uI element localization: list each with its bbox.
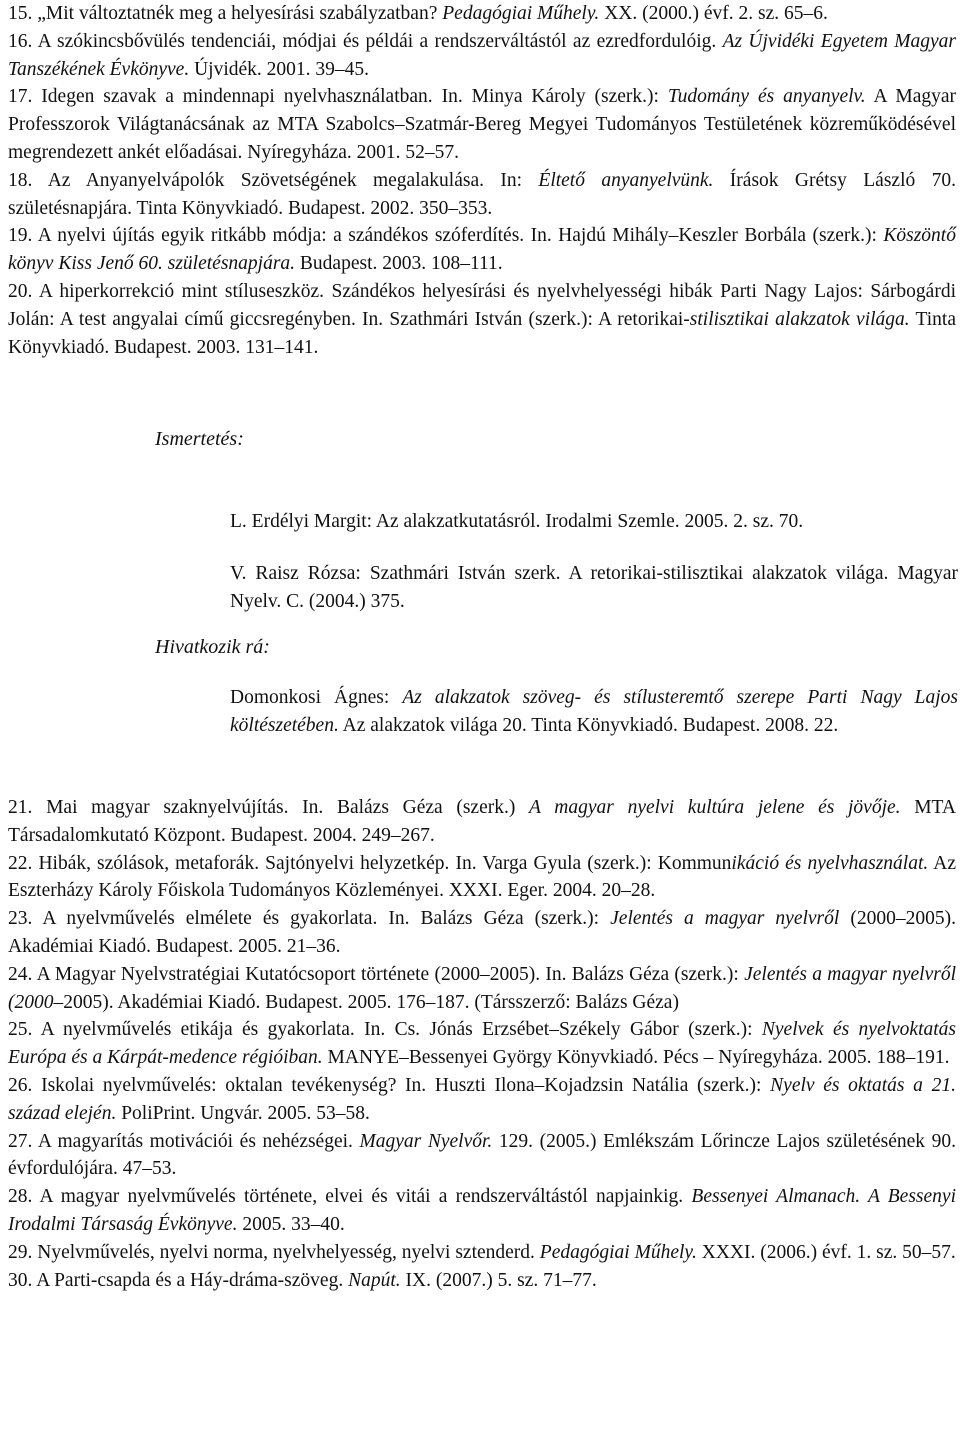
bibliography-entry (8, 28, 956, 84)
entry-number: 20. (8, 280, 39, 302)
bibliography-entry (8, 1239, 956, 1267)
entry-text: (2000–2005). Akadémiai Kiadó. Budapest. 2005. 21–36. (8, 908, 956, 957)
entry-text: –2005). Akadémiai Kiadó. Budapest. 2005. 176–187. (Társszerző: Balázs Géza) (53, 991, 679, 1013)
ismertetes-label: Ismertetés: (155, 428, 244, 450)
bibliography-list-top (8, 0, 956, 361)
entry-text: „Mit változtatnék meg a helyesírási szabályzatban? (37, 3, 438, 24)
italic-title: Nyelvek és nyelvoktatás Európa és a Kárpát-medence régióiban. (8, 1019, 956, 1069)
bibliography-entry (8, 1016, 956, 1072)
entry-text: A Magyar Nyelvstratégiai Kutatócsoport története (2000–2005). In. Balázs Géza (szerk.): (36, 963, 745, 985)
italic-title: Jelentés a magyar nyelvről (2000 (8, 963, 956, 1013)
entry-text: Nyelvművelés, nyelvi norma, nyelvhelyesség, nyelvi sztenderd. (37, 1241, 540, 1263)
italic-title: Nyelv és oktatás a 21. század elején. (8, 1074, 957, 1124)
entry-text: Mai magyar szaknyelvújítás. In. Balázs Géza (szerk.) (46, 797, 530, 818)
entry-text: Az alakzatok világa 20. Tinta Könyvkiadó. Budapest. 2008. 22. (338, 715, 839, 736)
italic-title: ikáció és nyelvhasználat. (731, 852, 929, 874)
entry-text: A magyarítás motivációi és nehézségei. (37, 1130, 360, 1152)
entry-number: 21. (8, 797, 47, 818)
entry-text: 2005. 33–40. (237, 1213, 345, 1235)
citation-item (230, 684, 958, 740)
italic-title: stilisztikai alakzatok világa. (689, 308, 910, 330)
entry-text: MTA Társadalomkutató Központ. Budapest. 2004. 249–267. (8, 797, 956, 846)
entry-number: 16. (8, 30, 38, 52)
entry-number: 26. (8, 1074, 42, 1096)
bibliography-entry (8, 1183, 956, 1239)
italic-title: Napút. (348, 1269, 401, 1291)
entry-text: XX. (2000.) évf. 2. sz. 65–6. (599, 3, 828, 24)
entry-number: 28. (8, 1186, 40, 1208)
bibliography-entry (8, 83, 956, 166)
bibliography-entry (8, 278, 956, 361)
review-item: V. Raisz Rózsa: Szathmári István szerk. A retorikai-stilisztikai alakzatok világa. Magyar Nyelv. C. (2004.) 375. (230, 563, 958, 612)
entry-text: A nyelvi újítás egyik ritkább módja: a szándékos szóferdítés. In. Hajdú Mihály–Keszler Borbála (szerk.): (37, 225, 884, 247)
italic-title: A magyar nyelvi kultúra jelene és jövője. (529, 797, 901, 818)
entry-text: XXXI. (2006.) évf. 1. sz. 50–57. (696, 1241, 956, 1263)
entry-text: Domonkosi Ágnes: (230, 687, 403, 708)
entry-text: 129. (2005.) Emlékszám Lőrincze Lajos születésének 90. évfordulójára. 47–53. (8, 1130, 956, 1180)
entry-number: 29. (8, 1241, 38, 1263)
bibliography-entry (8, 167, 956, 223)
hivatkozik-label: Hivatkozik rá: (155, 636, 270, 658)
bibliography-entry (8, 961, 956, 1017)
entry-text: Írások Grétsy László 70. születésnapjára. Tinta Könyvkiadó. Budapest. 2002. 350–353. (8, 169, 956, 219)
entry-text: A magyar nyelvművelés története, elvei és vitái a rendszerváltástól napjainkig. (39, 1186, 692, 1208)
entry-number: 24. (8, 963, 37, 985)
entry-text: Budapest. 2003. 108–111. (295, 253, 503, 275)
entry-text: Hibák, szólások, metaforák. Sajtónyelvi helyzetkép. In. Varga Gyula (szerk.): Kommun (38, 852, 732, 874)
entry-number: 25. (8, 1019, 41, 1041)
bibliography-entry (8, 0, 956, 28)
italic-title: Bessenyei Almanach. A Bessenyi Irodalmi Társaság Évkönyve. (8, 1186, 956, 1235)
entry-number: 27. (8, 1130, 38, 1152)
bibliography-entry (8, 1072, 956, 1128)
bibliography-entry (8, 850, 956, 906)
bibliography-entry (8, 905, 956, 961)
entry-text: PoliPrint. Ungvár. 2005. 53–58. (116, 1102, 370, 1124)
entry-number: 18. (8, 169, 48, 191)
entry-text: Idegen szavak a mindennapi nyelvhasználatban. In. Minya Károly (szerk.): (41, 86, 668, 108)
entry-text: Újvidék. 2001. 39–45. (189, 58, 370, 80)
entry-text: Tinta Könyvkiadó. Budapest. 2003. 131–141. (8, 308, 956, 358)
entry-text: A nyelvművelés etikája és gyakorlata. In. Cs. Jónás Erzsébet–Székely Gábor (szerk.): (40, 1019, 762, 1041)
review-item: L. Erdélyi Margit: Az alakzatkutatásról. Irodalmi Szemle. 2005. 2. sz. 70. (230, 511, 804, 532)
entry-text: Az Anyanyelvápolók Szövetségének megalakulása. In: (47, 169, 539, 191)
entry-text: MANYE–Bessenyei György Könyvkiadó. Pécs – Nyíregyháza. 2005. 188–191. (322, 1047, 950, 1069)
entry-text: A szókincsbővülés tendenciái, módjai és példái a rendszerváltástól az ezredfordulóig. (37, 30, 723, 52)
entry-number: 30. (8, 1269, 37, 1291)
italic-title: Az Újvidéki Egyetem Magyar Tanszékének Évkönyve. (8, 30, 956, 80)
entry-text: Az Eszterházy Károly Főiskola Tudományos Közleményei. XXXI. Eger. 2004. 20–28. (8, 852, 956, 902)
bibliography-list-bottom (8, 794, 956, 1294)
italic-title: Pedagógiai Műhely. (437, 3, 600, 24)
bibliography-entry (8, 1128, 956, 1184)
entry-number: 15. (8, 3, 38, 24)
italic-title: Jelentés a magyar nyelvről (610, 908, 840, 930)
italic-title: Éltető anyanyelvünk. (538, 169, 714, 191)
entry-number: 23. (8, 908, 43, 930)
entry-text: A hiperkorrekció mint stíluseszköz. Szándékos helyesírási és nyelvhelyességi hibák Parti Nagy Lajos: Sárbogárdi Jolán: A test angyalai című giccsregényben. In. Szathmári István (szerk.): A retorikai- (8, 280, 956, 330)
entry-number: 19. (8, 225, 38, 247)
italic-title: Az alakzatok szöveg- és stílusteremtő szerepe Parti Nagy Lajos költészetében. (230, 687, 959, 736)
bibliography-entry (8, 1267, 956, 1295)
entry-text: A Parti-csapda és a Háy-dráma-szöveg. (36, 1269, 349, 1291)
entry-text: A nyelvművelés elmélete és gyakorlata. In. Balázs Géza (szerk.): (42, 908, 611, 930)
entry-number: 22. (8, 852, 39, 874)
italic-title: Magyar Nyelvőr. (359, 1130, 493, 1152)
entry-number: 17. (8, 86, 42, 108)
bibliography-entry (8, 794, 956, 850)
entry-text: A Magyar Professzorok Világtanácsának az MTA Szabolcs–Szatmár-Bereg Megyei Tudományos Testületének közreműködésével megrendezett ankét előadásai. Nyíregyháza. 2001. 52–57. (8, 86, 957, 163)
entry-text: Iskolai nyelvművelés: oktalan tevékenység? In. Huszti Ilona–Kojadzsin Natália (szerk.): (41, 1074, 771, 1096)
entry-text: IX. (2007.) 5. sz. 71–77. (400, 1269, 597, 1291)
italic-title: Köszöntő könyv Kiss Jenő 60. születésnapjára. (8, 225, 956, 275)
italic-title: Tudomány és anyanyelv. (667, 86, 866, 108)
italic-title: Pedagógiai Műhely. (539, 1241, 697, 1263)
bibliography-entry (8, 222, 956, 278)
